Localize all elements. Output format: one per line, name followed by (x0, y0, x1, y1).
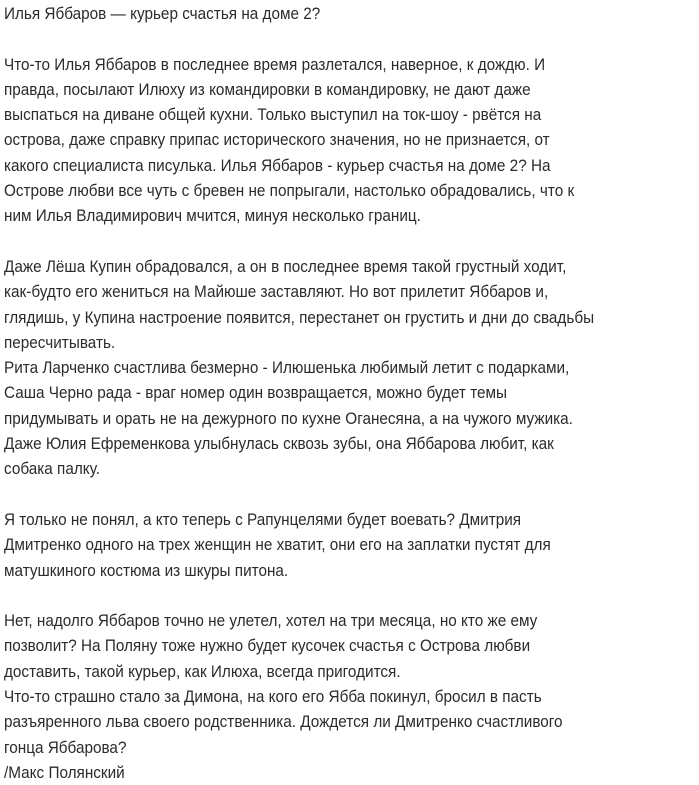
paragraph-line: гонца Яббарова? (4, 737, 127, 757)
paragraph-line: Рита Ларченко счастлива безмерно - Илюшенька любимый летит с подарками, (4, 358, 570, 378)
article-body (4, 52, 697, 785)
paragraph-line: Саша Черно рада - враг номер один возвращается, можно будет темы (4, 383, 508, 403)
paragraph-line: Я только не понял, а кто теперь с Рапунцелями будет воевать? Дмитрия (4, 509, 522, 529)
spacer (4, 482, 697, 507)
paragraph-line: Острове любви все чуть с бревен не попрыгали, настолько обрадовались, что к (4, 181, 575, 201)
paragraph-line: какого специалиста писулька. Илья Яббаров - курьер счастья на доме 2? На (4, 155, 551, 175)
paragraph-line: ним Илья Владимирович мчится, минуя несколько границ. (4, 206, 421, 226)
paragraph-line: как-будто его жениться на Майюше заставляют. Но вот прилетит Яббаров и, (4, 282, 549, 302)
paragraph (4, 608, 697, 785)
spacer (4, 229, 697, 254)
paragraph-line: придумывать и орать не на дежурного по кухне Оганесяна, а на чужого мужика. (4, 408, 573, 428)
paragraph (4, 507, 697, 583)
paragraph-line: Дмитренко одного на трех женщин не хватит, они его на заплатки пустят для (4, 535, 551, 555)
paragraph-line: собака палку. (4, 459, 101, 479)
paragraph-line: Даже Юлия Ефременкова улыбнулась сквозь зубы, она Яббарова любит, как (4, 434, 554, 454)
article-title: Илья Яббаров — курьер счастья на доме 2? (4, 4, 321, 23)
paragraph-line: /Макс Полянский (4, 762, 125, 782)
spacer (4, 583, 697, 608)
paragraph-line: выспаться на диване общей кухни. Только выступил на ток-шоу - рвётся на (4, 105, 542, 125)
paragraph-line: разъяренного льва своего родственника. Дождется ли Дмитренко счастливого (4, 712, 563, 732)
paragraph-line: пересчитывать. (4, 332, 116, 352)
paragraph-line: острова, даже справку припас исторического значения, но не признается, от (4, 130, 550, 150)
article (4, 0, 697, 785)
paragraph-line: позволит? На Поляну тоже нужно будет кусочек счастья с Острова любви (4, 636, 531, 656)
paragraph-line: Что-то Илья Яббаров в последнее время разлетался, наверное, к дождю. И (4, 54, 546, 74)
paragraph-line: Что-то страшно стало за Димона, на кого его Ябба покинул, бросил в пасть (4, 687, 542, 707)
paragraph-line: матушкиного костюма из шкуры питона. (4, 560, 289, 580)
paragraph-line: Даже Лёша Купин обрадовался, а он в последнее время такой грустный ходит, (4, 256, 567, 276)
spacer (4, 26, 697, 51)
paragraph (4, 52, 697, 229)
paragraph-line: глядишь, у Купина настроение появится, перестанет он грустить и дни до свадьбы (4, 307, 595, 327)
paragraph-line: правда, посылают Илюху из командировки в командировку, не дают даже (4, 79, 531, 99)
paragraph (4, 254, 697, 482)
paragraph-line: Нет, надолго Яббаров точно не улетел, хотел на три месяца, но кто же ему (4, 611, 538, 631)
paragraph-line: доставить, такой курьер, как Илюха, всегда пригодится. (4, 661, 401, 681)
